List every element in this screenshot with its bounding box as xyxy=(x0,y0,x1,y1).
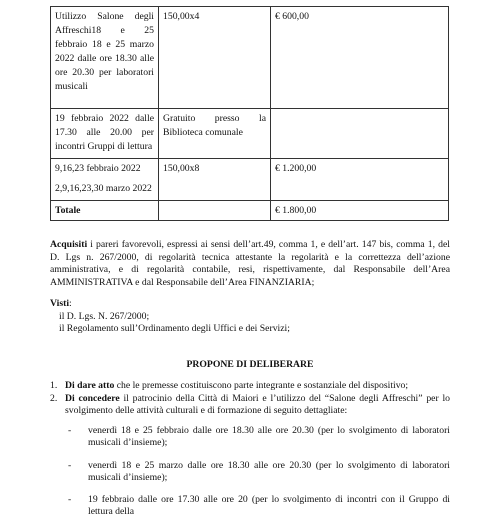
item-number: 2. xyxy=(50,393,58,404)
table-row xyxy=(51,201,449,221)
item-text xyxy=(65,380,450,392)
table-row xyxy=(51,109,449,159)
dash-marker: - xyxy=(68,425,72,436)
item-number: 1. xyxy=(50,380,58,391)
item-bold: Di concedere xyxy=(65,393,120,404)
item-body: il patrocinio della Città di Maiori e l’utilizzo del “Salone degli Affreschi” per lo svolgimento delle attività culturali e di formazione di seguito dettagliate: xyxy=(65,393,451,416)
item-text xyxy=(65,393,450,417)
table-cell: € 600,00 xyxy=(271,7,449,109)
acquisiti-text: i pareri favorevoli, espressi ai sensi dell’art.49, comma 1, e dell’art. 147 bis, comma 1, del D. Lgs n. 267/2000, di regolarità tecnica attestante la regolarità e la correttezza dell’azione amministrativa, e di regolarità contabile, resi, rispettivamente, dal Responsabile dell’Area AMMINISTRATIVA e dal Responsabile dell’Area FINANZIARIA; xyxy=(50,239,450,288)
bullet-text: venerdì 18 e 25 marzo dalle ore 18.30 alle ore 20.30 (per lo svolgimento di laboratori musicali d’insieme); xyxy=(88,460,450,483)
dash-marker: - xyxy=(68,460,72,471)
acquisiti-paragraph xyxy=(50,239,450,289)
table-cell: € 1.200,00 xyxy=(271,159,449,201)
table-cell xyxy=(51,159,159,201)
section-heading: PROPONE DI DELIBERARE xyxy=(186,359,314,370)
visti-colon: : xyxy=(69,298,72,309)
table-cell xyxy=(271,109,449,159)
table-cell: Totale xyxy=(51,201,159,221)
bullet-text: venerdì 18 e 25 febbraio dalle ore 18.30 alle ore 20.30 (per lo svolgimento di laboratori musicali d’insieme); xyxy=(88,425,450,448)
date-line: 9,16,23 febbraio 2022 xyxy=(55,163,141,174)
acquisiti-label: Acquisiti xyxy=(50,239,88,250)
table-row xyxy=(51,159,449,201)
bullet-text: 19 febbraio dalle ore 17.30 alle ore 20 (per lo svolgimento di incontri con il Gruppo di lettura della xyxy=(88,494,450,517)
visti-line: il Regolamento sull’Ordinamento degli Uffici e dei Servizi; xyxy=(59,323,290,334)
item-bold: Di dare atto xyxy=(65,380,115,391)
dash-marker: - xyxy=(68,494,72,505)
table-cell: Gratuito presso la Biblioteca comunale xyxy=(159,109,271,159)
date-line: 2,9,16,23,30 marzo 2022 xyxy=(55,183,152,194)
item-body: che le premesse costituiscono parte integrante e sostanziale del dispositivo; xyxy=(114,380,409,391)
table-cell: Utilizzo Salone degli Affreschi18 e 25 febbraio 18 e 25 marzo 2022 dalle ore 18.30 alle ore 20.30 per laboratori musicali xyxy=(51,7,159,109)
table-cell: 150,00x4 xyxy=(159,7,271,109)
table-row xyxy=(51,7,449,109)
table-cell: € 1.800,00 xyxy=(271,201,449,221)
table-cell: 19 febbraio 2022 dalle 17.30 alle 20.00 per incontri Gruppi di lettura xyxy=(51,109,159,159)
costs-table xyxy=(50,6,449,221)
visti-line: il D. Lgs. N. 267/2000; xyxy=(59,311,150,322)
table-cell: 150,00x8 xyxy=(159,159,271,201)
visti-label: Visti xyxy=(50,298,70,309)
table-cell xyxy=(159,201,271,221)
visti-heading xyxy=(50,298,72,310)
